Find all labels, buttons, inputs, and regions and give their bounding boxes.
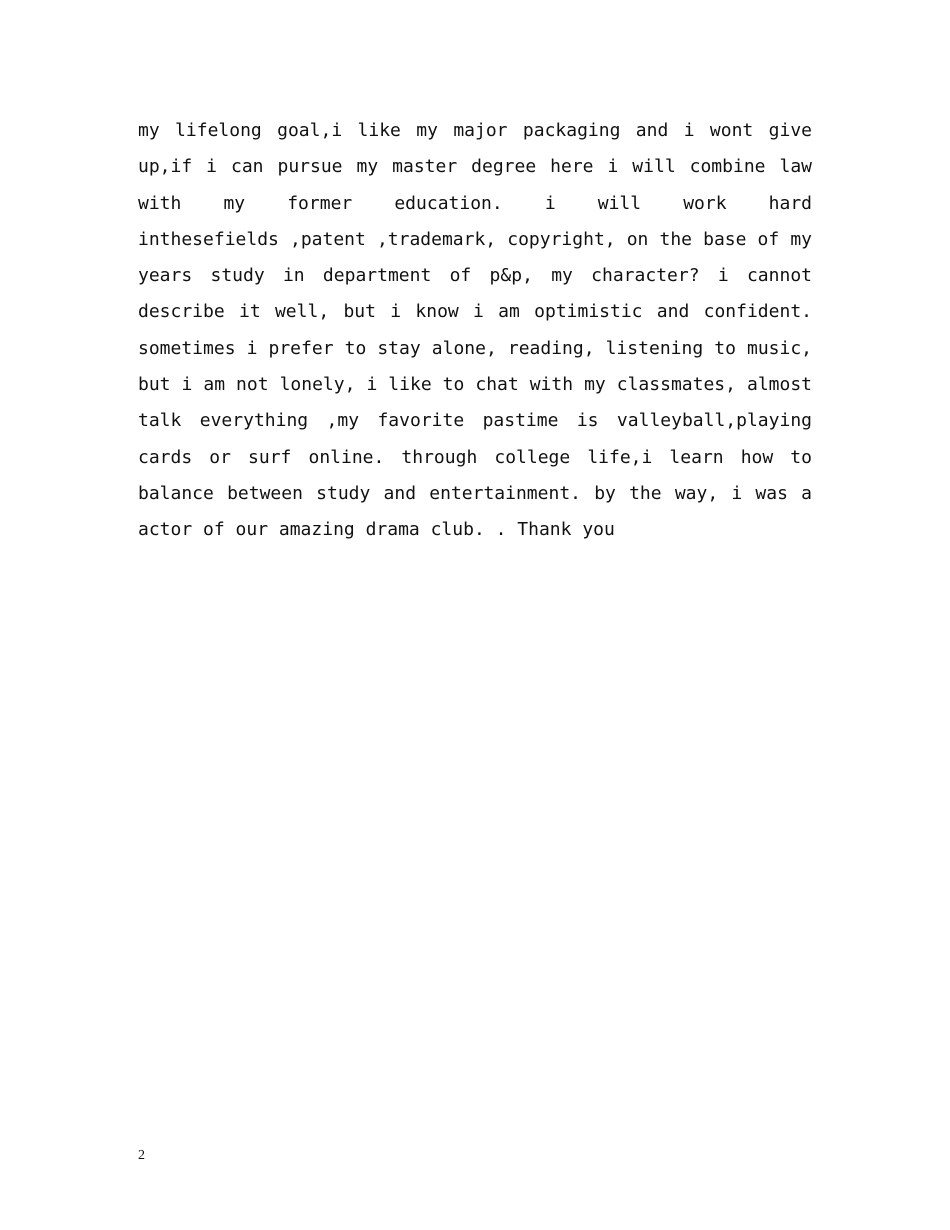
text-line: sometimes i prefer to stay alone, reading, listening to music,: [138, 337, 812, 359]
page-number: 2: [138, 1148, 145, 1163]
text-line: up,if i can pursue my master degree here i will combine law: [138, 156, 812, 178]
text-line: balance between study and entertainment. by the way, i was a: [138, 482, 812, 504]
text-line: years study in department of p&p, my character? i cannot: [138, 265, 812, 287]
text-line: cards or surf online. through college life,i learn how to: [138, 446, 812, 468]
body-text: [138, 113, 812, 549]
text-line: describe it well, but i know i am optimistic and confident.: [138, 301, 812, 323]
text-line: my lifelong goal,i like my major packaging and i wont give: [138, 120, 812, 141]
text-line: but i am not lonely, i like to chat with my classmates, almost: [138, 374, 812, 396]
text-line: with my former education. i will work hard: [138, 192, 812, 214]
text-line: actor of our amazing drama club. . Thank you: [138, 519, 615, 541]
text-line: talk everything ,my favorite pastime is valleyball,playing: [138, 410, 812, 432]
text-line: inthesefields ,patent ,trademark, copyright, on the base of my: [138, 228, 812, 250]
